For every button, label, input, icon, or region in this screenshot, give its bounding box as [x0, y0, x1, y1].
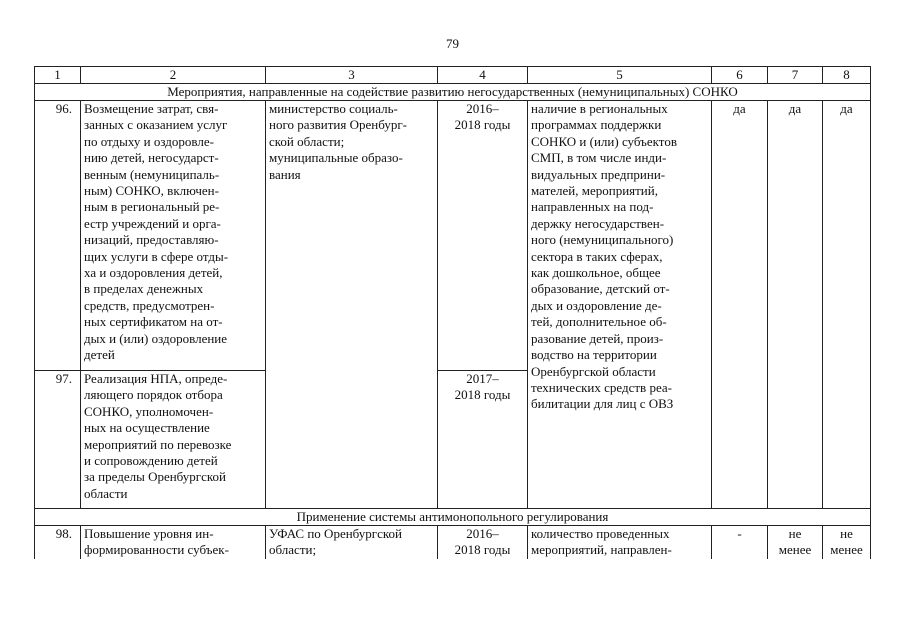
text-line: за пределы Оренбургской — [84, 469, 227, 485]
text-line: направленных на под- — [531, 199, 654, 215]
section-title: Применение системы антимонопольного регулирования — [35, 509, 871, 526]
text-line: 2018 годы — [454, 117, 511, 133]
text-line: Оренбургской области — [531, 363, 656, 379]
section-row-sonko — [35, 84, 871, 101]
text-line: не — [840, 526, 853, 541]
text-line: в пределах денежных — [84, 281, 204, 297]
text-line: низаций, предоставляю- — [84, 232, 219, 248]
text-line: ного (немуниципального) — [531, 232, 674, 248]
column-number-row — [35, 67, 871, 84]
text-line: Повышение уровня ин- — [84, 526, 214, 541]
text-line: СОНКО, уполномочен- — [84, 403, 214, 419]
indicator-cell — [528, 526, 712, 559]
text-line: наличие в региональных — [531, 101, 668, 116]
text-line: не — [788, 526, 802, 541]
text-line: билитации для лиц с ОВЗ — [531, 396, 674, 412]
text-line: менее — [778, 542, 812, 558]
text-line: ным) СОНКО, включен- — [84, 183, 219, 199]
text-line: мателей, мероприятий, — [531, 183, 658, 199]
text-line: щих услуги в сфере отды- — [84, 248, 229, 264]
text-line: сектора в таких сферах, — [531, 248, 663, 264]
text-line: занных с оказанием услуг — [84, 117, 228, 133]
event-cell — [81, 371, 266, 509]
text-line: 2018 годы — [454, 387, 511, 403]
text-line: естр учреждений и орга- — [84, 215, 221, 231]
text-line: ных сертификатом на от- — [84, 314, 223, 330]
text-line: Реализация НПА, опреде- — [84, 371, 228, 386]
text-line: программах поддержки — [531, 117, 662, 133]
text-line: по отдыху и оздоровле- — [84, 133, 214, 149]
text-line: мероприятий, направлен- — [531, 542, 672, 558]
page-number: 79 — [446, 36, 459, 51]
table-row-96 — [35, 101, 871, 371]
executor-cell — [266, 101, 438, 509]
column-number: 7 — [768, 67, 823, 84]
text-line: министерство социаль- — [269, 101, 398, 116]
text-line: 2016– — [466, 526, 499, 541]
text-line: УФАС по Оренбургской — [269, 526, 403, 541]
text-line: как дошкольное, общее — [531, 265, 661, 281]
value-cell: да — [768, 101, 823, 509]
text-line: держку негосударствен- — [531, 215, 665, 231]
text-line: тей, дополнительное об- — [531, 314, 667, 330]
text-line: дых и оздоровление де- — [531, 297, 662, 313]
value-cell — [823, 526, 871, 559]
column-number: 6 — [712, 67, 768, 84]
column-number: 8 — [823, 67, 871, 84]
text-line: муниципальные образо- — [269, 150, 403, 166]
text-line: средств, предусмотрен- — [84, 297, 215, 313]
section-title: Мероприятия, направленные на содействие развитию негосударственных (немуниципальных) СОНКО — [35, 84, 871, 101]
text-line: разование детей, произ- — [531, 330, 664, 346]
text-line: 2016– — [466, 101, 499, 116]
text-line: видуальных предприни- — [531, 166, 666, 182]
text-line: СОНКО и (или) субъектов — [531, 133, 677, 149]
text-line: образование, детский от- — [531, 281, 670, 297]
column-number: 2 — [81, 67, 266, 84]
text-line: нию детей, негосударст- — [84, 150, 219, 166]
text-line: дых и (или) оздоровление — [84, 330, 228, 346]
text-line: мероприятий по перевозке — [84, 436, 232, 452]
value-cell — [768, 526, 823, 559]
column-number: 3 — [266, 67, 438, 84]
text-line: технических средств реа- — [531, 379, 672, 395]
executor-cell — [266, 526, 438, 559]
text-line: и сопровождению детей — [84, 453, 218, 469]
table-row-98 — [35, 526, 871, 559]
section-row-antimonopoly — [35, 509, 871, 526]
column-number: 4 — [438, 67, 528, 84]
text-line: ха и оздоровления детей, — [84, 265, 223, 281]
value-cell: да — [823, 101, 871, 509]
period-cell — [438, 371, 528, 509]
text-line: ным в региональный ре- — [84, 199, 220, 215]
period-cell — [438, 101, 528, 371]
text-line: ного развития Оренбург- — [269, 117, 407, 133]
text-line: венным (немуниципаль- — [84, 166, 220, 182]
text-line: области — [84, 485, 128, 501]
event-cell — [81, 526, 266, 559]
text-line: менее — [830, 542, 863, 558]
value-cell: - — [712, 526, 768, 559]
text-line: ской области; — [269, 133, 345, 149]
text-line: области; — [269, 542, 317, 558]
column-number: 5 — [528, 67, 712, 84]
text-line: ных на осуществление — [84, 420, 210, 436]
event-cell — [81, 101, 266, 371]
text-line: формированности субъек- — [84, 542, 229, 558]
text-line: детей — [84, 347, 115, 363]
text-line: количество проведенных — [531, 526, 670, 541]
period-cell — [438, 526, 528, 559]
measures-table — [34, 66, 871, 559]
row-number: 97. — [35, 371, 81, 509]
text-line: 2017– — [466, 371, 499, 386]
text-line: Возмещение затрат, свя- — [84, 101, 219, 116]
text-line: 2018 годы — [454, 542, 511, 558]
row-number: 96. — [35, 101, 81, 371]
text-line: СМП, в том числе инди- — [531, 150, 667, 166]
row-number: 98. — [35, 526, 81, 559]
text-line: вания — [269, 166, 301, 182]
text-line: ляющего порядок отбора — [84, 387, 223, 403]
text-line: водство на территории — [531, 347, 657, 363]
indicator-cell — [528, 101, 712, 509]
value-cell: да — [712, 101, 768, 509]
column-number: 1 — [35, 67, 81, 84]
